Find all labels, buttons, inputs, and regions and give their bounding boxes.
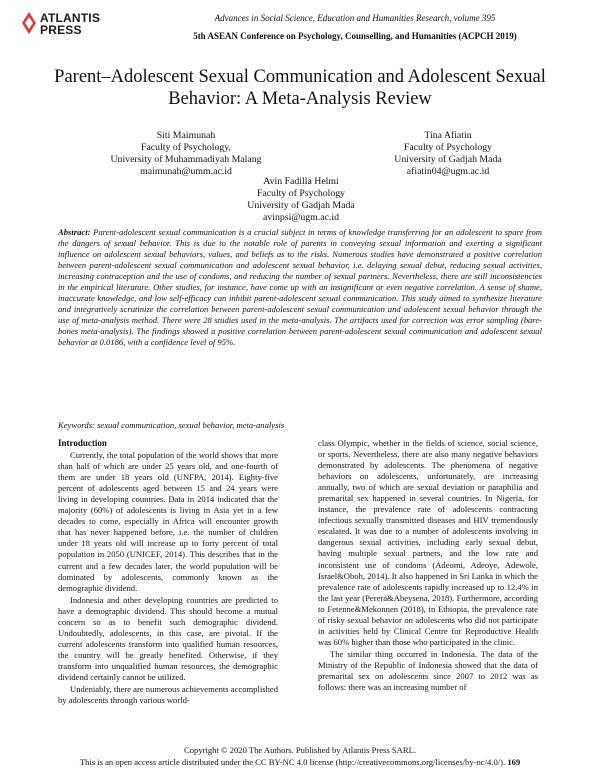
- author-email[interactable]: maimunah@umm.ac.id: [140, 166, 232, 177]
- author-email[interactable]: afiatin04@ugm.ac.id: [406, 166, 490, 177]
- left-column: [58, 438, 278, 707]
- journal-header: Advances in Social Science, Education and Humanities Research, volume 395: [214, 13, 496, 23]
- author-name: Avin Fadilla Helmi: [263, 176, 339, 187]
- conference-header: 5th ASEAN Conference on Psychology, Counselling, and Humanities (ACPCH 2019): [193, 31, 517, 41]
- abstract-label: Abstract:: [58, 227, 91, 237]
- copyright-notice: Copyright © 2020 The Authors. Published by Atlantis Press SARL.: [184, 745, 416, 755]
- author-block: [348, 130, 548, 178]
- author-institution: University of Gadjah Mada: [394, 154, 502, 165]
- abstract-text: Parent-adolescent sexual communication is a crucial subject in terms of knowledge transferring for an adolescent to spare from the dangers of sexual behavior. This is due to the notable role of parents in conveying sexual information and exerting a significant influence on adolescent sexual behaviors, values, and beliefs as to the risks. Numerous studies have demonstrated a positive correlation between parent-adolescent sexual communication and adolescent sexual behavior, i.e. delaying sexual debut, reducing sexual activities, increasing contraception and the use of condoms, and reducing the number of sexual partners. Nevertheless, there are still inconsistencies in the empirical literature. Other studies, for instance, have come up with an insignificant or even negative correlation. A sense of shame, inaccurate knowledge, and low self-efficacy can inhibit parent-adolescent sexual communication. This study aimed to synthesize literature and integratively scrutinize the correlation between parent-adolescent sexual communication and adolescent sexual behavior through the use of meta-analysis method. There were 28 studies used in the meta-analysis. The artifacts used for correction was error sampling (bare-bones meta-analysis). The findings showed a positive correlation between parent-adolescent sexual communication and adolescent sexual behavior at 0.0186, with a confidence level of 95%.: [58, 227, 542, 348]
- paragraph: The similar thing occurred in Indonesia. The data of the Ministry of the Republic of Indonesia showed that the data of premarital sex on adolescents since 2007 to 2012 was as follows: there was an increasing number of: [318, 648, 538, 693]
- logo-text-line2: PRESS: [40, 23, 82, 37]
- publisher-logo: [22, 10, 132, 36]
- atlantis-logo-icon: [22, 12, 36, 34]
- author-block: [216, 176, 386, 224]
- logo-text-line1: ATLANTIS: [40, 11, 101, 25]
- license-notice: [40, 757, 560, 767]
- paragraph: class Olympic, whether in the fields of science, social science, or sports. Nevertheless, there are also many negative behaviors demonstrated by adolescents. The phenomena of negative behaviors on adolescents, unfortunately, are increasing annually, two of which are sexual deviation or paraphilia and premarital sex happened in several countries. In Nigeria, for instance, the prevalence rate of adolescents contracting infectious sexually transmitted diseases and HIV tremendously escalated. It was due to a number of adolescents involving in dangerous sexual activities, including early sexual debut, having multiple sexual partners, and the low rate and inconsistent use of condoms (Adeomi, Adeoye, Adewole, Israel&Oboh, 2014). It also happened in Sri Lanka in which the prevalence rate of adolescents rapidly increased up to 12.4% in the last year (Perera&Abeysena, 2018). Furthermore, according to Fetenne&Mekonnen (2018), in Ethiopia, the prevalence rate of risky sexual behavior on adolescents who did not participate in activities held by Clinical Centre for Reproductive Health was 60% higher than those who participated in the clinic.: [318, 438, 538, 647]
- page-number: 169: [507, 757, 521, 767]
- paper-title: Parent–Adolescent Sexual Communication and Adolescent Sexual Behavior: A Meta-Analysis Review: [54, 67, 546, 109]
- license-text[interactable]: This is an open access article distributed under the CC BY-NC 4.0 license (http://creativecommons.org/licenses/by-nc/4.0/).: [79, 757, 506, 767]
- keywords: Keywords: sexual communication, sexual behavior, meta-analysis: [58, 420, 285, 430]
- section-heading: Introduction: [58, 438, 107, 448]
- author-dept: Faculty of Psychology: [403, 142, 493, 153]
- author-name: Tina Afiatin: [424, 130, 472, 141]
- author-institution: University of Muhammadiyah Malang: [110, 154, 262, 165]
- paragraph: Undeniably, there are numerous achievements accomplished by adolescents through various world-: [58, 684, 278, 706]
- author-block: [86, 130, 286, 178]
- author-dept: Faculty of Psychology,: [141, 142, 231, 153]
- author-dept: Faculty of Psychology: [256, 188, 346, 199]
- right-column: [318, 438, 538, 694]
- author-name: Siti Maimunah: [156, 130, 216, 141]
- abstract: [58, 227, 542, 349]
- author-institution: University of Gadjah Mada: [247, 200, 355, 211]
- author-email[interactable]: avinpsi@ugm.ac.id: [263, 212, 339, 223]
- paragraph: Indonesia and other developing countries are predicted to have a demographic dividend. This should become a mutual concern so as to benefit such demographic dividend. Undoubtedly, adolescents, in this case, are pivotal. If the current adolescents transform into qualified human resources, the country will be greatly benefited. Otherwise, if they transform into unqualified human resources, the demographic dividend certainly cannot be utilized.: [58, 594, 278, 682]
- paragraph: Currently, the total population of the world shows that more than half of which are under 25 years old, and one-fourth of them are under 18 years old (UNFPA, 2014). Eighty-five percent of adolescents aged between 15 and 24 years were living in developing countries. Data in 2014 indicated that the majority (60%) of adolescents is living in Asia yet in a few decades to come, especially in Africa will encounter growth that has never happened before, i.e. the number of children under 18 years old will increase up to forty percent of total population in 2050 (UNICEF, 2014). This describes that in the current and a few decades later, the world population will be dominated by adolescents, commonly known as the demographic dividend.: [58, 450, 278, 593]
